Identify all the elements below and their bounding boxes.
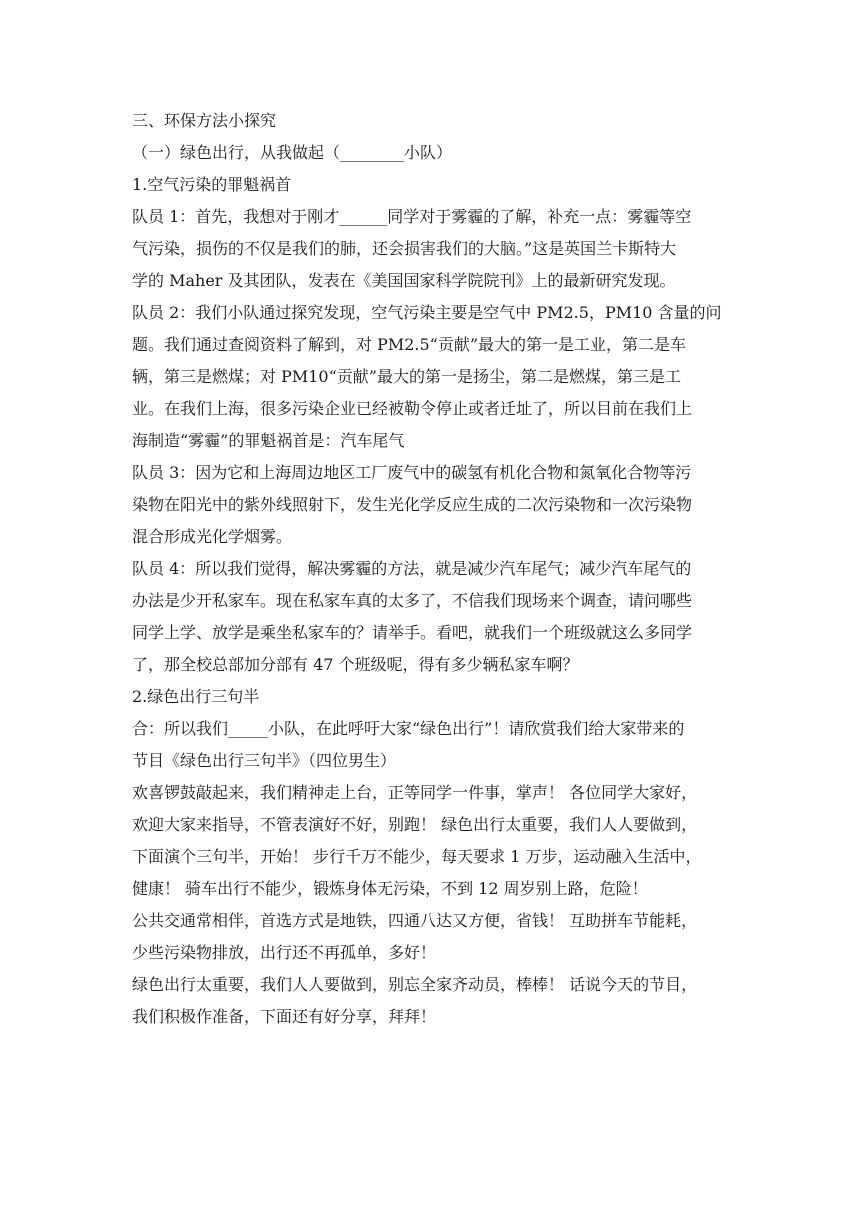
paragraph-line: 健康！ 骑车出行不能少，锻炼身体无污染，不到 12 周岁别上路，危险！ [132, 879, 648, 898]
paragraph-line: 同学上学、放学是乘坐私家车的？请举手。看吧，就我们一个班级就这么多同学 [132, 623, 693, 642]
paragraph-line: 辆，第三是燃煤；对 PM10“贡献”最大的第一是扬尘，第二是燃煤，第三是工 [132, 367, 681, 386]
member-3-paragraph [132, 457, 742, 553]
paragraph-line: 队员 4：所以我们觉得，解决雾霾的方法，就是减少汽车尾气；减少汽车尾气的 [132, 559, 692, 578]
paragraph-line: 队员 1：首先，我想对于刚才______同学对于雾霾的了解，补充一点：雾霾等空 [132, 207, 692, 226]
paragraph-line: 题。我们通过查阅资料了解到，对 PM2.5“贡献”最大的第一是工业，第二是车 [132, 335, 687, 354]
paragraph-line: 欢喜锣鼓敲起来，我们精神走上台，正等同学一件事，掌声！ 各位同学大家好， [132, 783, 698, 802]
verse-1-paragraph [132, 777, 742, 905]
paragraph-line: 海制造“雾霾”的罪魁祸首是：汽车尾气 [132, 431, 405, 450]
paragraph-line: 合：所以我们_____小队，在此呼吁大家“绿色出行”！请欣赏我们给大家带来的 [132, 719, 685, 738]
paragraph-line: 绿色出行太重要，我们人人要做到，别忘全家齐动员，棒棒！ 话说今天的节目， [132, 975, 698, 994]
verse-2-paragraph [132, 905, 742, 969]
paragraph-line: 气污染，损伤的不仅是我们的肺，还会损害我们的大脑。”这是英国兰卡斯特大 [132, 239, 677, 258]
paragraph-line: 节目《绿色出行三句半》（四位男生） [132, 751, 397, 770]
paragraph-line: 我们积极作准备，下面还有好分享，拜拜！ [132, 1007, 437, 1026]
document-page [132, 105, 742, 1033]
topic-title-2: 2.绿色出行三句半 [132, 687, 260, 706]
paragraph-line: 染物在阳光中的紫外线照射下，发生光化学反应生成的二次污染物和一次污染物 [132, 495, 693, 514]
verse-3-paragraph [132, 969, 742, 1033]
topic-title-1: 1.空气污染的罪魁祸首 [132, 175, 292, 194]
paragraph-line: 队员 2：我们小队通过探究发现，空气污染主要是空气中 PM2.5，PM10 含量的问 [132, 303, 722, 322]
paragraph-line: 办法是少开私家车。现在私家车真的太多了，不信我们现场来个调查，请问哪些 [132, 591, 693, 610]
paragraph-line: 少些污染物排放，出行还不再孤单，多好！ [132, 943, 437, 962]
paragraph-line: 业。在我们上海，很多污染企业已经被勒令停止或者迁址了，所以目前在我们上 [132, 399, 693, 418]
subsection-heading: （一）绿色出行，从我做起（________小队） [132, 143, 453, 162]
member-4-paragraph [132, 553, 742, 681]
paragraph-line: 学的 Maher 及其团队，发表在《美国国家科学院院刊》上的最新研究发现。 [132, 271, 676, 290]
section-heading: 三、环保方法小探究 [132, 111, 277, 130]
paragraph-line: 下面演个三句半，开始！ 步行千万不能少，每天要求 1 万步，运动融入生活中， [132, 847, 702, 866]
paragraph-line: 公共交通常相伴，首选方式是地铁，四通八达又方便，省钱！ 互助拼车节能耗， [132, 911, 698, 930]
paragraph-line: 欢迎大家来指导，不管表演好不好，别跑！ 绿色出行太重要，我们人人要做到， [132, 815, 698, 834]
paragraph-line: 队员 3：因为它和上海周边地区工厂废气中的碳氢有机化合物和氮氧化合物等污 [132, 463, 692, 482]
member-1-paragraph [132, 201, 742, 297]
paragraph-line: 混合形成光化学烟雾。 [132, 527, 293, 546]
member-2-paragraph [132, 297, 742, 457]
chorus-paragraph [132, 713, 742, 777]
paragraph-line: 了，那全校总部加分部有 47 个班级呢，得有多少辆私家车啊？ [132, 655, 579, 674]
